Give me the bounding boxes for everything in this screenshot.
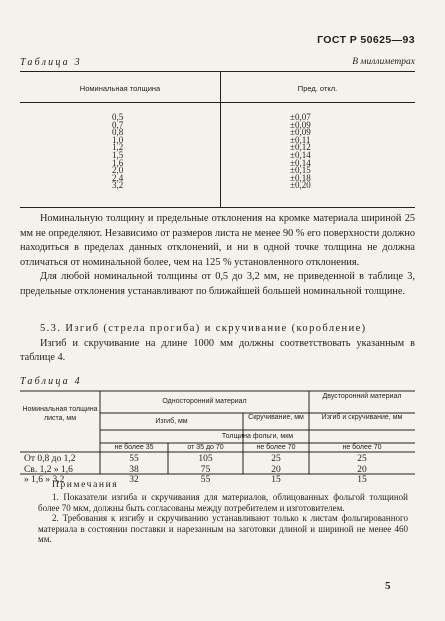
section-text: Изгиб и скручивание на длине 1000 мм должны соответствовать указанным в таблице 4. — [20, 338, 415, 363]
table4-value-cell: 55 — [200, 475, 211, 485]
table4-value-cell: 15 — [357, 475, 367, 485]
table3-deviation-value: ±0,07 — [290, 112, 311, 122]
table4-range-cell: » 1,6 » 3,2 — [24, 475, 65, 485]
table4-header-bend-twist: Изгиб и скручивание, мм — [321, 414, 403, 421]
table3-deviation-value: ±0,18 — [290, 172, 311, 183]
table3-deviation-value: ±0,12 — [290, 142, 311, 153]
table3-deviation-value: ±0,14 — [290, 157, 311, 168]
table4-value-cell: 75 — [200, 464, 211, 475]
table4-value-cell: 25 — [271, 454, 281, 464]
table3-col1-header: Номинальная толщина — [79, 84, 161, 93]
note-2: 2. Требования к изгибу и скручиванию устанавливают только к листам фольгированного материала в состоянии поставки и нарезанным на заготовки длиной и шириной не менее 460 мм. — [38, 513, 408, 544]
table4-value-cell: 25 — [357, 454, 367, 464]
table4-value-cell: 20 — [271, 464, 281, 475]
section-title: Изгиб (стрела прогиба) и скручивание (коробление) — [65, 323, 367, 334]
table3-thickness-value: 2,0 — [112, 165, 124, 176]
table3-thickness-value: 0,5 — [112, 112, 124, 122]
table4-range-cell: От 0,8 до 1,2 — [24, 454, 76, 464]
table4-header-c3: не более 70 — [256, 444, 296, 451]
table4-header-c2: от 35 до 70 — [187, 444, 224, 451]
table4-value-cell: 38 — [129, 464, 139, 475]
table3-thickness-value: 1,6 — [112, 157, 124, 168]
table4-value-cell: 20 — [357, 464, 367, 475]
table3-deviation-value: ±0,11 — [290, 134, 311, 145]
table4-label: Таблица 4 — [20, 376, 82, 387]
table4-range-cell: Св. 1,2 » 1,6 — [24, 464, 73, 475]
table4-header-bend: Изгиб, мм — [155, 418, 188, 425]
table3-deviation-value: ±0,15 — [290, 165, 311, 176]
table3-deviation-value: ±0,20 — [290, 180, 311, 191]
table4-header-c1: не более 35 — [114, 444, 154, 451]
table3-thickness-value: 1,0 — [112, 134, 124, 145]
page-number: 5 — [385, 580, 391, 592]
table4-value-cell: 55 — [129, 454, 139, 464]
table4-header-c4: не более 70 — [342, 444, 382, 451]
table3-col2-header: Пред. откл. — [297, 84, 338, 93]
table3-deviation-value: ±0,14 — [290, 149, 311, 160]
table3-thickness-value: 0,7 — [112, 119, 124, 130]
table3-units: В миллиметрах — [352, 57, 415, 67]
table4-value-cell: 15 — [271, 475, 281, 485]
paragraph-tolerance-note: Номинальную толщину и предельные отклонения на кромке материала шириной 25 мм не определяют. Независимо от размеров листа не менее 90 % его поверхности должно находиться в пределах данных отклонений, и ни в одной точке толщина не должна отличаться от номинальной более, чем на 125 % установленного отклонения. — [20, 213, 415, 268]
table3-thickness-value: 3,2 — [112, 180, 124, 191]
table4-header-two-side: Двусторонний материал — [322, 393, 402, 400]
standard-header: ГОСТ Р 50625—93 — [317, 34, 415, 46]
section-number: 5.3. — [40, 323, 62, 334]
table3-deviation-value: ±0,09 — [290, 119, 311, 130]
table3-label: Таблица 3 — [20, 57, 82, 68]
table3-thickness-value: 1,5 — [112, 149, 124, 160]
table4-row — [0, 454, 445, 465]
table3-thickness-value: 0,8 — [112, 127, 124, 138]
table4-header-twist: Скручивание, мм — [248, 414, 304, 421]
table3-deviation-value: ±0,09 — [290, 127, 311, 138]
table4-header-one-side: Односторонний материал — [162, 398, 247, 405]
table4-value-cell: 105 — [198, 454, 213, 464]
table4-row — [0, 465, 445, 476]
table3-thickness-value: 2,4 — [112, 172, 124, 183]
paragraph-intermediate-thickness: Для любой номинальной толщины от 0,5 до 3,2 мм, не приведенной в таблице 3, предельные отклонения устанавливают по ближайшей большей номинальной толщине. — [20, 271, 415, 297]
table4-header-nominal: Номинальная толщина листа, мм — [22, 406, 98, 422]
table3-thickness-value: 1,2 — [112, 142, 124, 153]
table4-value-cell: 32 — [129, 475, 139, 485]
notes-title: Примечания — [52, 480, 119, 490]
note-1: 1. Показатели изгиба и скручивания для материалов, облицованных фольгой толщиной более 70 мкм, должны быть согласованы между потребителем и изготовителем. — [38, 492, 408, 513]
table4-header-foil: Толщина фольги, мкм — [221, 433, 294, 440]
notes-block — [38, 492, 408, 545]
